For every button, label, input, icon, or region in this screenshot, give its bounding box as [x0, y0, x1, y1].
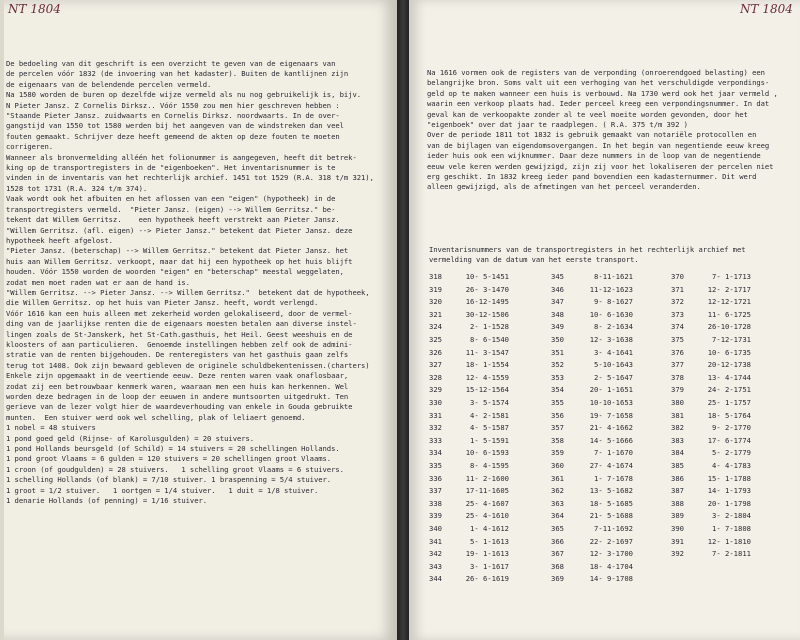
left-page-annotation: NT 1804: [8, 2, 61, 16]
inventory-number-cell: 354: [551, 385, 564, 395]
inventory-number-cell: 344: [429, 574, 442, 584]
inventory-number-cell: 331: [429, 410, 442, 420]
inventory-number-cell: 333: [429, 435, 442, 445]
text-line: "Staande Pieter Jansz. zuidwaarts en Cornelis Dirksz. noordwaarts. In de over-: [6, 111, 340, 121]
text-line: 1 groot = 1/2 stuiver. 1 oortgen = 1/4 stuiver. 1 duit = 1/8 stuiver.: [6, 485, 319, 495]
text-line: king op de transportregisters in de "eigenboeken". Het inventarisnummer is te: [6, 163, 336, 173]
text-line: ieder huis ook een wijknummer. Daar deze nummers in de loop van de negentiende: [427, 151, 761, 161]
inventory-number-cell: 350: [551, 335, 564, 344]
inventory-number-cell: 367: [551, 549, 564, 559]
right-page-annotation: NT 1804: [740, 2, 793, 16]
left-page: [0, 0, 397, 640]
text-line: gangstijd van 1550 tot 1580 werden bij het aangeven van de windstreken dan veel: [6, 121, 344, 131]
text-line: "Pieter Jansz. (beterschap) --> Willem Gerritsz." betekent dat Pieter Jansz. het: [6, 246, 349, 256]
date-cell: 8- 2-1634: [594, 322, 633, 332]
date-cell: 12- 3-1638: [589, 335, 633, 344]
table-row: [429, 385, 789, 395]
date-cell: 13- 4-1744: [707, 372, 751, 382]
text-line: van de bijlagen van eigendomsovergangen. In het begin van negentiende eeuw kreeg: [427, 140, 770, 150]
inventory-number-cell: 349: [551, 322, 564, 332]
text-line: terug tot 1408. Ook zijn bewaard gebleven de originele schuldbekentenissen.(charters): [6, 360, 370, 370]
text-line: de percelen vóór 1832 (de invoering van het kadaster). Buiten de kantlijnen zijn: [6, 69, 349, 79]
date-cell: 25- 4-1610: [465, 511, 509, 521]
text-line: 1 pond goed geld (Rijnse- of Karolusgulden) = 20 stuivers.: [6, 433, 255, 443]
inventory-number-cell: 353: [551, 372, 564, 382]
inventory-number-cell: 363: [551, 498, 564, 508]
table-row: [429, 285, 789, 295]
date-cell: 7-11-1692: [594, 524, 633, 533]
inventory-number-cell: 379: [671, 385, 684, 395]
date-cell: 24- 2-1751: [707, 385, 751, 395]
date-cell: 2- 1-1528: [470, 322, 509, 332]
text-line: vinden in de inventaris van het rechterlijk archief. 1451 tot 1529 (R.A. 318 t/m 321),: [6, 173, 374, 183]
date-cell: 10-10-1653: [589, 398, 633, 407]
inventory-number-cell: 369: [551, 574, 564, 584]
date-cell: 18- 5-1685: [589, 498, 633, 508]
inventory-number-cell: 345: [551, 272, 564, 281]
text-line: gerieve van de lezer volgt hier de waardeverhouding van enkele in Gouda gebruikte: [6, 402, 353, 412]
text-line: "Willem Gerritsz. (afl. eigen) --> Pieter Jansz." betekent dat Pieter Jansz. deze: [6, 225, 353, 235]
table-row: [429, 474, 789, 484]
inventory-number-cell: 318: [429, 272, 442, 281]
text-line: de eigenaars van de belendende percelen vermeld.: [6, 79, 212, 89]
text-line: De bedoeling van dit geschrift is een overzicht te geven van de eigenaars van: [6, 59, 336, 68]
date-cell: 12- 2-1717: [707, 284, 751, 294]
date-cell: 10- 6-1593: [465, 448, 509, 458]
date-cell: 27- 4-1674: [589, 461, 633, 470]
table-row: [429, 448, 789, 458]
inventory-number-cell: 388: [671, 498, 684, 508]
date-cell: 8-11-1621: [594, 272, 633, 281]
inventory-number-cell: 340: [429, 524, 442, 533]
text-line: 1 denarie Hollands (of penning) = 1/16 stuiver.: [6, 496, 208, 506]
text-line: Vaak wordt ook het afbuiten en het aflossen van een "eigen" (hypotheek) in de: [6, 194, 336, 204]
date-cell: 11- 6-1725: [707, 309, 751, 319]
text-line: corrigeren.: [6, 142, 54, 152]
left-page-body: [6, 59, 392, 506]
inventory-number-cell: 370: [671, 272, 684, 281]
table-row: [429, 499, 789, 509]
inventory-number-cell: 328: [429, 372, 442, 382]
date-cell: 18- 5-1764: [707, 410, 751, 420]
date-cell: 11- 3-1547: [465, 347, 509, 357]
inventory-number-cell: 332: [429, 423, 442, 433]
inventory-number-cell: 364: [551, 511, 564, 521]
inventory-number-cell: 361: [551, 473, 564, 483]
inventory-number-cell: 385: [671, 461, 684, 470]
inventory-number-cell: 352: [551, 360, 564, 370]
date-cell: 20- 1-1798: [707, 498, 751, 508]
text-line: belangrijke bron. Soms valt uit een verhoging van het verschuldigde verpondings-: [427, 78, 770, 88]
date-cell: 26- 3-1470: [465, 284, 509, 294]
table-row: [429, 486, 789, 496]
table-row: [429, 549, 789, 559]
date-cell: 18- 1-1554: [465, 360, 509, 370]
date-cell: 12- 1-1810: [707, 536, 751, 546]
inventory-number-cell: 391: [671, 536, 684, 546]
table-row: [429, 360, 789, 370]
date-cell: 12- 3-1700: [589, 549, 633, 559]
date-cell: 15- 1-1788: [707, 473, 751, 483]
table-row: [429, 511, 789, 521]
inventory-number-cell: 321: [429, 309, 442, 319]
table-row: [429, 322, 789, 332]
table-row: [429, 335, 789, 345]
date-cell: 22- 2-1697: [589, 536, 633, 546]
date-cell: 19- 1-1613: [465, 549, 509, 559]
text-line: zodat men moet raden wat er aan de hand is.: [6, 277, 190, 287]
inventory-number-cell: 371: [671, 284, 684, 294]
date-cell: 1- 5-1591: [470, 435, 509, 445]
date-cell: 2- 5-1647: [594, 372, 633, 382]
table-row: [429, 537, 789, 547]
date-cell: 26-10-1728: [707, 322, 751, 332]
inventory-number-cell: 319: [429, 284, 442, 294]
left-page-edge: [0, 0, 4, 640]
date-cell: 9- 8-1627: [594, 297, 633, 307]
date-cell: 26- 6-1619: [465, 574, 509, 584]
right-page: [409, 0, 800, 640]
date-cell: 5- 2-1779: [712, 448, 751, 458]
text-line: tekent dat Willem Gerritsz. een hypotheek heeft verstrekt aan Pieter Jansz.: [6, 215, 340, 225]
date-cell: 25- 1-1757: [707, 398, 751, 407]
inventory-number-cell: 362: [551, 486, 564, 496]
table-title-line: vermelding van de datum van het eerste transport.: [429, 255, 639, 265]
inventory-number-cell: 346: [551, 284, 564, 294]
text-line: Over de periode 1811 tot 1832 is gebruik gemaakt van notariële protocollen en: [427, 130, 757, 140]
table-row: [429, 411, 789, 421]
text-line: Enkele zijn opgemaakt in de veertiende eeuw. Deze renten waren vaak onaflosbaar,: [6, 371, 349, 381]
text-line: munten. Een stuiver werd ook wel schelling, plak of leliaert genoemd.: [6, 412, 306, 422]
inventory-number-cell: 375: [671, 335, 684, 344]
inventory-number-cell: 365: [551, 524, 564, 533]
text-line: worden deze bedragen in de loop der eeuwen in andere muntsoorten uitgedrukt. Ten: [6, 392, 349, 401]
inventory-number-cell: 358: [551, 435, 564, 445]
inventory-number-cell: 377: [671, 360, 684, 370]
inventory-number-cell: 327: [429, 360, 442, 370]
inventory-number-cell: 368: [551, 561, 564, 571]
text-line: 1 schelling Hollands (of blank) = 7/10 stuiver. 1 braspenning = 5/4 stuiver.: [6, 475, 332, 485]
inventory-number-cell: 342: [429, 549, 442, 559]
table-row: [429, 562, 789, 572]
inventory-number-cell: 343: [429, 561, 442, 571]
inventory-number-cell: 382: [671, 423, 684, 433]
date-cell: 8- 6-1540: [470, 335, 509, 344]
table-row: [429, 423, 789, 433]
date-cell: 20- 1-1651: [589, 385, 633, 395]
text-line: kloosters of aan particulieren. Genoemde instellingen hebben zelf ook de admini-: [6, 339, 353, 349]
right-page-body: [427, 68, 795, 193]
inventory-number-cell: 339: [429, 511, 442, 521]
date-cell: 20-12-1738: [707, 360, 751, 370]
date-cell: 8- 4-1595: [470, 461, 509, 470]
text-line: 1 pond Hollands beursgeld (of Schild) = 14 stuivers = 20 schellingen Hollands.: [6, 444, 340, 454]
inventory-number-cell: 351: [551, 347, 564, 357]
table-row: [429, 574, 789, 584]
inventory-number-cell: 324: [429, 322, 442, 332]
text-line: alleen gewijzigd, als de afmetingen van het perceel veranderden.: [427, 182, 701, 192]
inventory-number-cell: 338: [429, 498, 442, 508]
inventory-number-cell: 325: [429, 335, 442, 344]
text-line: transportregisters vermeld. "Pieter Jansz. (eigen) --> Willem Gerritsz." be-: [6, 204, 336, 214]
date-cell: 5-10-1643: [594, 360, 633, 370]
table-row: [429, 373, 789, 383]
inventory-number-cell: 373: [671, 309, 684, 319]
text-line: Na 1580 worden de buren op dezelfde wijze vermeld als nu nog gebruikelijk is, bijv.: [6, 90, 362, 100]
date-cell: 14- 1-1793: [707, 486, 751, 496]
text-line: huis aan Willem Gerritsz. verkoopt, maar dat hij een hypotheek op het huis blijft: [6, 256, 353, 266]
date-cell: 10- 6-1630: [589, 309, 633, 319]
text-line: geval kan de verkoopakte zonder al te veel moeite worden gevonden, door het: [427, 109, 748, 119]
inventory-number-cell: 341: [429, 536, 442, 546]
inventory-number-cell: 337: [429, 486, 442, 496]
inventory-number-cell: 389: [671, 511, 684, 521]
date-cell: 14- 9-1708: [589, 574, 633, 584]
table-row: [429, 348, 789, 358]
inventory-number-cell: 376: [671, 347, 684, 357]
date-cell: 1- 7-1678: [594, 473, 633, 483]
table-row: [429, 524, 789, 534]
date-cell: 7-12-1731: [712, 335, 751, 344]
inventory-number-cell: 336: [429, 473, 442, 483]
inventory-number-cell: 386: [671, 473, 684, 483]
text-line: stratie van de renten bijgehouden. De renteregisters van het gasthuis gaan zelfs: [6, 350, 349, 360]
inventory-number-cell: 359: [551, 448, 564, 458]
date-cell: 12-12-1721: [707, 297, 751, 307]
inventory-number-cell: 335: [429, 461, 442, 470]
text-line: hypotheek heeft afgelost.: [6, 235, 113, 245]
inventory-number-cell: 347: [551, 297, 564, 307]
date-cell: 30-12-1506: [465, 309, 509, 319]
text-line: 1528 tot 1731 (R.A. 324 t/m 374).: [6, 183, 148, 193]
text-line: houden. Vóór 1550 worden de woorden "eigen" en "beterschap" meestal weggelaten,: [6, 267, 344, 277]
table-row: [429, 461, 789, 471]
inventory-number-cell: 326: [429, 347, 442, 357]
inventory-number-cell: 360: [551, 461, 564, 470]
table-row: [429, 398, 789, 408]
inventory-number-cell: 390: [671, 524, 684, 533]
text-line: die Willem Gerritsz. op het huis van Pieter Jansz. heeft, wordt verlengd.: [6, 298, 319, 308]
text-line: 1 croon (of goudgulden) = 28 stuivers. 1 schelling groot Vlaams = 6 stuivers.: [6, 464, 344, 474]
inventory-number-cell: 378: [671, 372, 684, 382]
date-cell: 5- 1-1613: [470, 536, 509, 546]
text-line: eeuw vele keren werden gewijzigd, zijn zij voor het lokaliseren der percelen niet: [427, 161, 774, 171]
inventory-number-cell: 381: [671, 410, 684, 420]
inventory-number-cell: 374: [671, 322, 684, 332]
date-cell: 4- 2-1581: [470, 410, 509, 420]
table-row: [429, 436, 789, 446]
text-line: lingen zoals de St-Janskerk, het St-Cath.gasthuis, het Heil. Geest weeshuis en de: [6, 329, 353, 339]
text-line: 1 pond groot Vlaams = 6 gulden = 120 stuivers = 20 schellingen groot Vlaams.: [6, 454, 332, 464]
date-cell: 11-12-1623: [589, 284, 633, 294]
text-line: N Pieter Jansz. Z Cornelis Dirksz.. Vóór 1550 zou men hier geschreven hebben :: [6, 100, 340, 110]
date-cell: 9- 2-1770: [712, 423, 751, 433]
inventory-number-cell: 355: [551, 398, 564, 407]
date-cell: 10- 6-1735: [707, 347, 751, 357]
date-cell: 4- 4-1783: [712, 461, 751, 470]
date-cell: 13- 5-1682: [589, 486, 633, 496]
date-cell: 17-11-1605: [465, 486, 509, 496]
date-cell: 7- 2-1811: [712, 549, 751, 559]
table-title-line: Inventarisnummers van de transportregisters in het rechterlijk archief met: [429, 245, 746, 254]
text-line: zodat zij een betrouwbaar kenmerk waren, waaraan men een huis kan herkennen. Wel: [6, 381, 349, 391]
text-line: "Willem Gerritsz. --> Pieter Jansz. --> Willem Gerritsz." betekent dat de hypotheek,: [6, 287, 370, 297]
text-line: Vóór 1616 kan een huis alleen met zekerheid worden gelokaliseerd, door de vermel-: [6, 308, 353, 318]
text-line: "eigenboek" over dat jaar te raadplegen. ( R.A. 375 t/m 392 ): [427, 120, 688, 130]
date-cell: 11- 2-1600: [465, 473, 509, 483]
inventory-number-cell: 357: [551, 423, 564, 433]
date-cell: 1- 4-1612: [470, 524, 509, 533]
date-cell: 3- 2-1804: [712, 511, 751, 521]
date-cell: 15-12-1564: [465, 385, 509, 395]
date-cell: 1- 7-1808: [712, 524, 751, 533]
date-cell: 17- 6-1774: [707, 435, 751, 445]
inventory-number-cell: 329: [429, 385, 442, 395]
inventory-table: [429, 272, 789, 592]
text-line: fouten gemaakt. Schrijver deze heeft gemeend de akten op deze fouten te moeten: [6, 131, 340, 141]
date-cell: 19- 7-1658: [589, 410, 633, 420]
inventory-number-cell: 356: [551, 410, 564, 420]
date-cell: 21- 5-1688: [589, 511, 633, 521]
inventory-number-cell: 392: [671, 549, 684, 559]
date-cell: 16-12-1495: [465, 297, 509, 307]
date-cell: 10- 5-1451: [465, 272, 509, 281]
date-cell: 25- 4-1607: [465, 498, 509, 508]
text-line: ding van de jaarlijkse renten die de eigenaars moesten betalen aan diverse instel-: [6, 319, 357, 329]
date-cell: 7- 1-1713: [712, 272, 751, 281]
date-cell: 3- 4-1641: [594, 347, 633, 357]
text-line: 1 nobel = 48 stuivers: [6, 423, 96, 433]
inventory-number-cell: 330: [429, 398, 442, 407]
table-row: [429, 272, 789, 282]
date-cell: 12- 4-1559: [465, 372, 509, 382]
inventory-number-cell: 387: [671, 486, 684, 496]
inventory-number-cell: 384: [671, 448, 684, 458]
inventory-number-cell: 366: [551, 536, 564, 546]
date-cell: 7- 1-1670: [594, 448, 633, 458]
inventory-number-cell: 348: [551, 309, 564, 319]
text-line: geld op te maken wanneer een huis is verbouwd. Na 1730 werd ook het jaar vermeld ,: [427, 88, 778, 98]
date-cell: 3- 5-1574: [470, 398, 509, 407]
text-line: waarin een verkoop plaats had. Ieder perceel kreeg een verpondingsnummer. In dat: [427, 99, 770, 109]
inventory-number-cell: 334: [429, 448, 442, 458]
date-cell: 21- 4-1662: [589, 423, 633, 433]
date-cell: 3- 1-1617: [470, 561, 509, 571]
text-line: erg geschikt. In 1832 kreeg ieder pand bovendien een kadasternummer. Dit werd: [427, 172, 757, 182]
date-cell: 18- 4-1704: [589, 561, 633, 571]
text-line: Wanneer als bronvermelding alléén het folionummer is aangegeven, heeft dit betrek-: [6, 152, 357, 162]
inventory-number-cell: 320: [429, 297, 442, 307]
text-line: Na 1616 vormen ook de registers van de verponding (onroerendgoed belasting) een: [427, 68, 765, 77]
table-title: [429, 245, 746, 266]
date-cell: 4- 5-1587: [470, 423, 509, 433]
table-row: [429, 297, 789, 307]
inventory-number-cell: 372: [671, 297, 684, 307]
date-cell: 14- 5-1666: [589, 435, 633, 445]
book-gutter: [397, 0, 409, 640]
inventory-number-cell: 383: [671, 435, 684, 445]
table-row: [429, 310, 789, 320]
inventory-number-cell: 380: [671, 398, 684, 407]
